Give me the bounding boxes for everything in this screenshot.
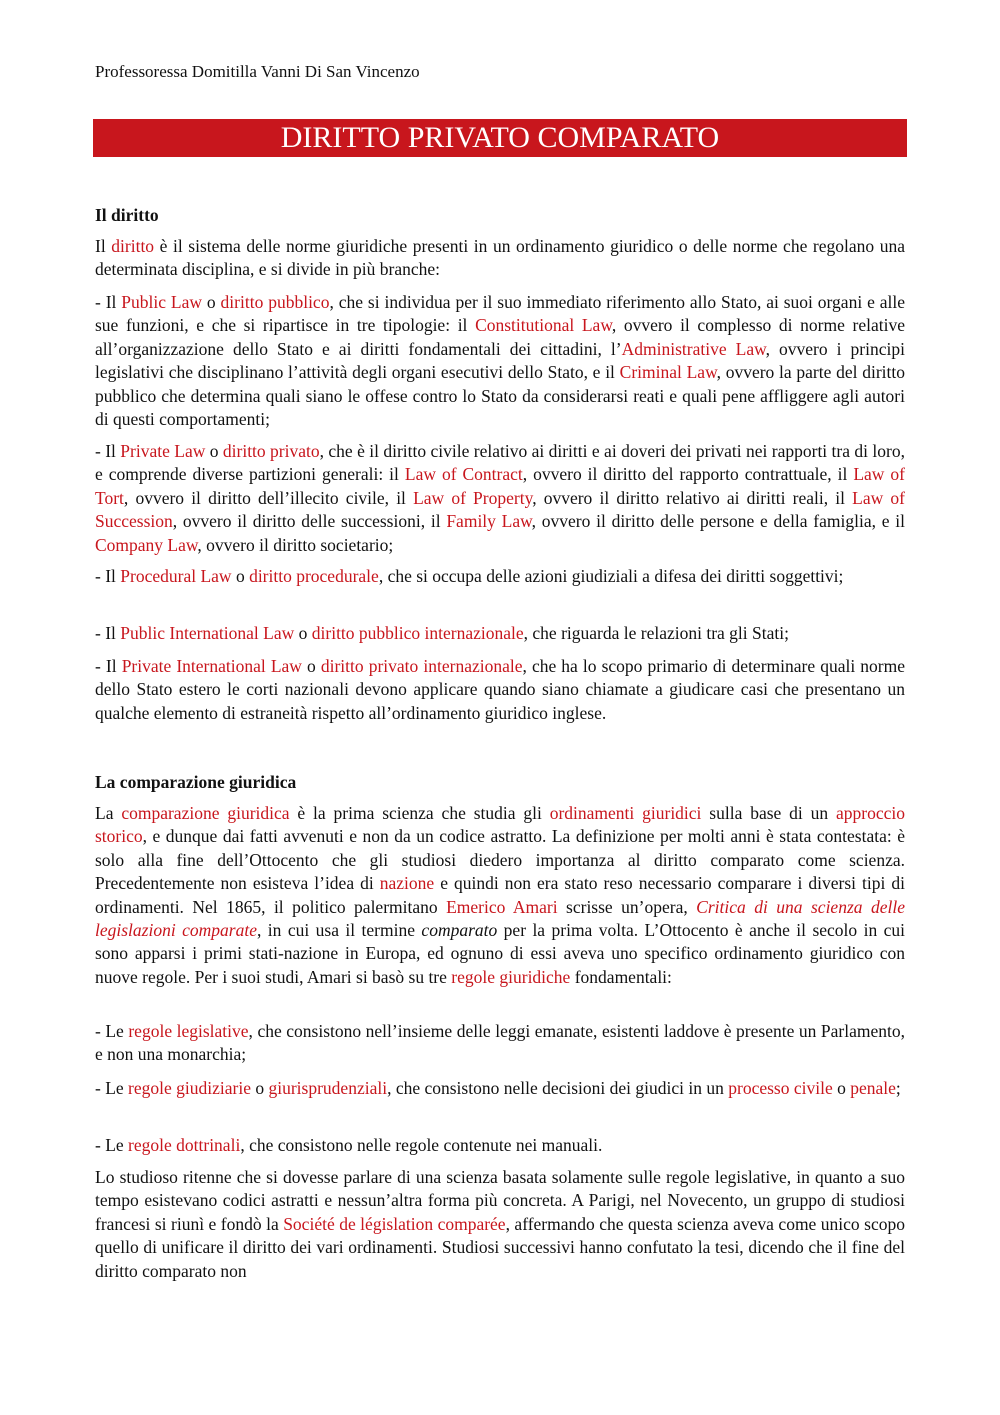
highlighted-term: approccio storico (95, 803, 905, 847)
highlighted-term: diritto procedurale (249, 566, 379, 586)
highlighted-term: Law of Succession (95, 487, 905, 532)
highlighted-term: Family Law (446, 511, 532, 532)
highlighted-term: regole legislative (128, 1021, 249, 1041)
highlighted-term: diritto pubblico internazionale (311, 623, 524, 643)
highlighted-term: diritto privato (222, 441, 320, 461)
highlighted-term: diritto (111, 236, 155, 256)
highlighted-term: Law of Tort (95, 464, 905, 508)
paragraph: La comparazione giuridica è la prima scienza che studia gli ordinamenti giuridici sulla base di un approccio storico, e dunque dai fatti avvenuti e non da un codice astratto. La definizione per molti anni è stata contestata: è solo alla fine dell’Ottocento che gli studiosi diedero importanza al diritto comparato come scienza. Precedentemente non esisteva l’idea di nazione e quindi non era stato reso necessario comparare i diversi tipi di ordinamenti. Nel 1865, il politico palermitano Emerico Amari scrisse un’opera, Critica di una scienza delle legislazioni comparate, in cui usa il termine comparato per la prima volta. L’Ottocento è anche il secolo in cui sono apparsi i primi stati-nazione in Europa, ed ognuno di essi aveva uno specifico ordinamento giuridico con nuove regole. Per i suoi studi, Amari si basò su tre regole giuridiche fondamentali: (95, 803, 906, 987)
paragraph: - Il Procedural Law o diritto procedurale, che si occupa delle azioni giudiziali a difesa dei diritti soggettivi; (95, 566, 844, 586)
highlighted-term: giurisprudenziali (268, 1078, 388, 1098)
highlighted-term: Procedural Law (120, 566, 232, 586)
paragraph: - Le regole dottrinali, che consistono nelle regole contenute nei manuali. (95, 1135, 603, 1155)
paragraph: - Il Public International Law o diritto pubblico internazionale, che riguarda le relazioni tra gli Stati; (95, 623, 789, 643)
highlighted-term: Critica di una scienza delle legislazioni comparate (95, 896, 905, 941)
highlighted-term: Public International Law (120, 623, 295, 643)
highlighted-term: Law of Property (413, 487, 533, 508)
highlighted-term: comparazione giuridica (121, 803, 290, 823)
author-name: Professoressa Domitilla Vanni Di San Vincenzo (95, 62, 420, 81)
highlighted-term: diritto privato internazionale (320, 656, 523, 676)
highlighted-term: Société de législation comparée (283, 1213, 506, 1234)
section-heading-comparazione: La comparazione giuridica (95, 772, 297, 792)
highlighted-term: Constitutional Law (475, 315, 612, 336)
highlighted-term: processo civile (728, 1078, 833, 1098)
highlighted-term: Public Law (121, 292, 203, 312)
highlighted-term: regole giuridiche (451, 966, 571, 987)
highlighted-term: regole dottrinali (128, 1135, 241, 1155)
highlighted-term: Private International Law (121, 656, 302, 676)
paragraph: - Il Public Law o diritto pubblico, che si individua per il suo immediato riferimento allo Stato, ai suoi organi e alle sue funzioni, e che si ripartisce in tre tipologie: il Constitutional Law, ovvero il complesso di norme relative all’organizzazione dello Stato e ai diritti fondamentali dei cittadini, l’Administrative Law, ovvero i principi legislativi che disciplinano l’attività degli organi esecutivi dello Stato, e il Criminal Law, ovvero la parte del diritto pubblico che determina quali siano le offese contro lo Stato da considerarsi reati e quali pene affliggere agli autori di questi comportamenti; (95, 292, 905, 430)
emphasized-term: comparato (421, 920, 498, 941)
highlighted-term: regole giudiziarie (128, 1078, 251, 1098)
highlighted-term: Emerico Amari (446, 896, 558, 917)
highlighted-term: Law of Contract (404, 464, 523, 485)
section-heading-il-diritto: Il diritto (95, 205, 159, 225)
highlighted-term: diritto pubblico (220, 292, 330, 312)
highlighted-term: Company Law (95, 534, 198, 555)
paragraph: Lo studioso ritenne che si dovesse parlare di una scienza basata solamente sulle regole legislative, in quanto a suo tempo esistevano codici astratti e nessun’altra forma più concreta. A Parigi, nel Novecento, un gruppo di studiosi francesi si riunì e fondò la Société de législation comparée, affermando che questa scienza aveva come unico scopo quello di unificare il diritto dei vari ordinamenti. Studiosi successivi hanno confutato la tesi, dicendo che il fine del diritto comparato non (95, 1167, 905, 1281)
paragraph: Il diritto è il sistema delle norme giuridiche presenti in un ordinamento giuridico o delle norme che regolano una determinata disciplina, e si divide in più branche: (95, 236, 905, 280)
highlighted-term: Private Law (120, 441, 206, 461)
highlighted-term: Criminal Law (619, 362, 717, 383)
paragraph: - Il Private Law o diritto privato, che è il diritto civile relativo ai diritti e ai doveri dei privati nei rapporti tra di loro, e comprende diverse partizioni generali: il Law of Contract, ovvero il diritto del rapporto contrattuale, il Law of Tort, ovvero il diritto dell’illecito civile, il Law of Property, ovvero il diritto relativo ai diritti reali, il Law of Succession, ovvero il diritto delle successioni, il Family Law, ovvero il diritto delle persone e della famiglia, e il Company Law, ovvero il diritto societario; (95, 441, 905, 555)
paragraph: - Le regole legislative, che consistono nell’insieme delle leggi emanate, esistenti laddove è presente un Parlamento, e non una monarchia; (95, 1021, 905, 1065)
highlighted-term: ordinamenti giuridici (549, 803, 702, 823)
highlighted-term: Administrative Law (621, 338, 766, 359)
paragraph: - Il Private International Law o diritto privato internazionale, che ha lo scopo primario di determinare quali norme dello Stato estero le corti nazionali devono applicare quando siano chiamate a giudicare casi che presentano un qualche elemento di estraneità rispetto all’ordinamento giuridico inglese. (95, 656, 905, 723)
highlighted-term: penale (850, 1078, 896, 1098)
document-title-banner: DIRITTO PRIVATO COMPARATO (93, 119, 907, 157)
paragraph: - Le regole giudiziarie o giurisprudenziali, che consistono nelle decisioni dei giudici in un processo civile o penale; (95, 1078, 901, 1098)
highlighted-term: nazione (379, 873, 435, 894)
